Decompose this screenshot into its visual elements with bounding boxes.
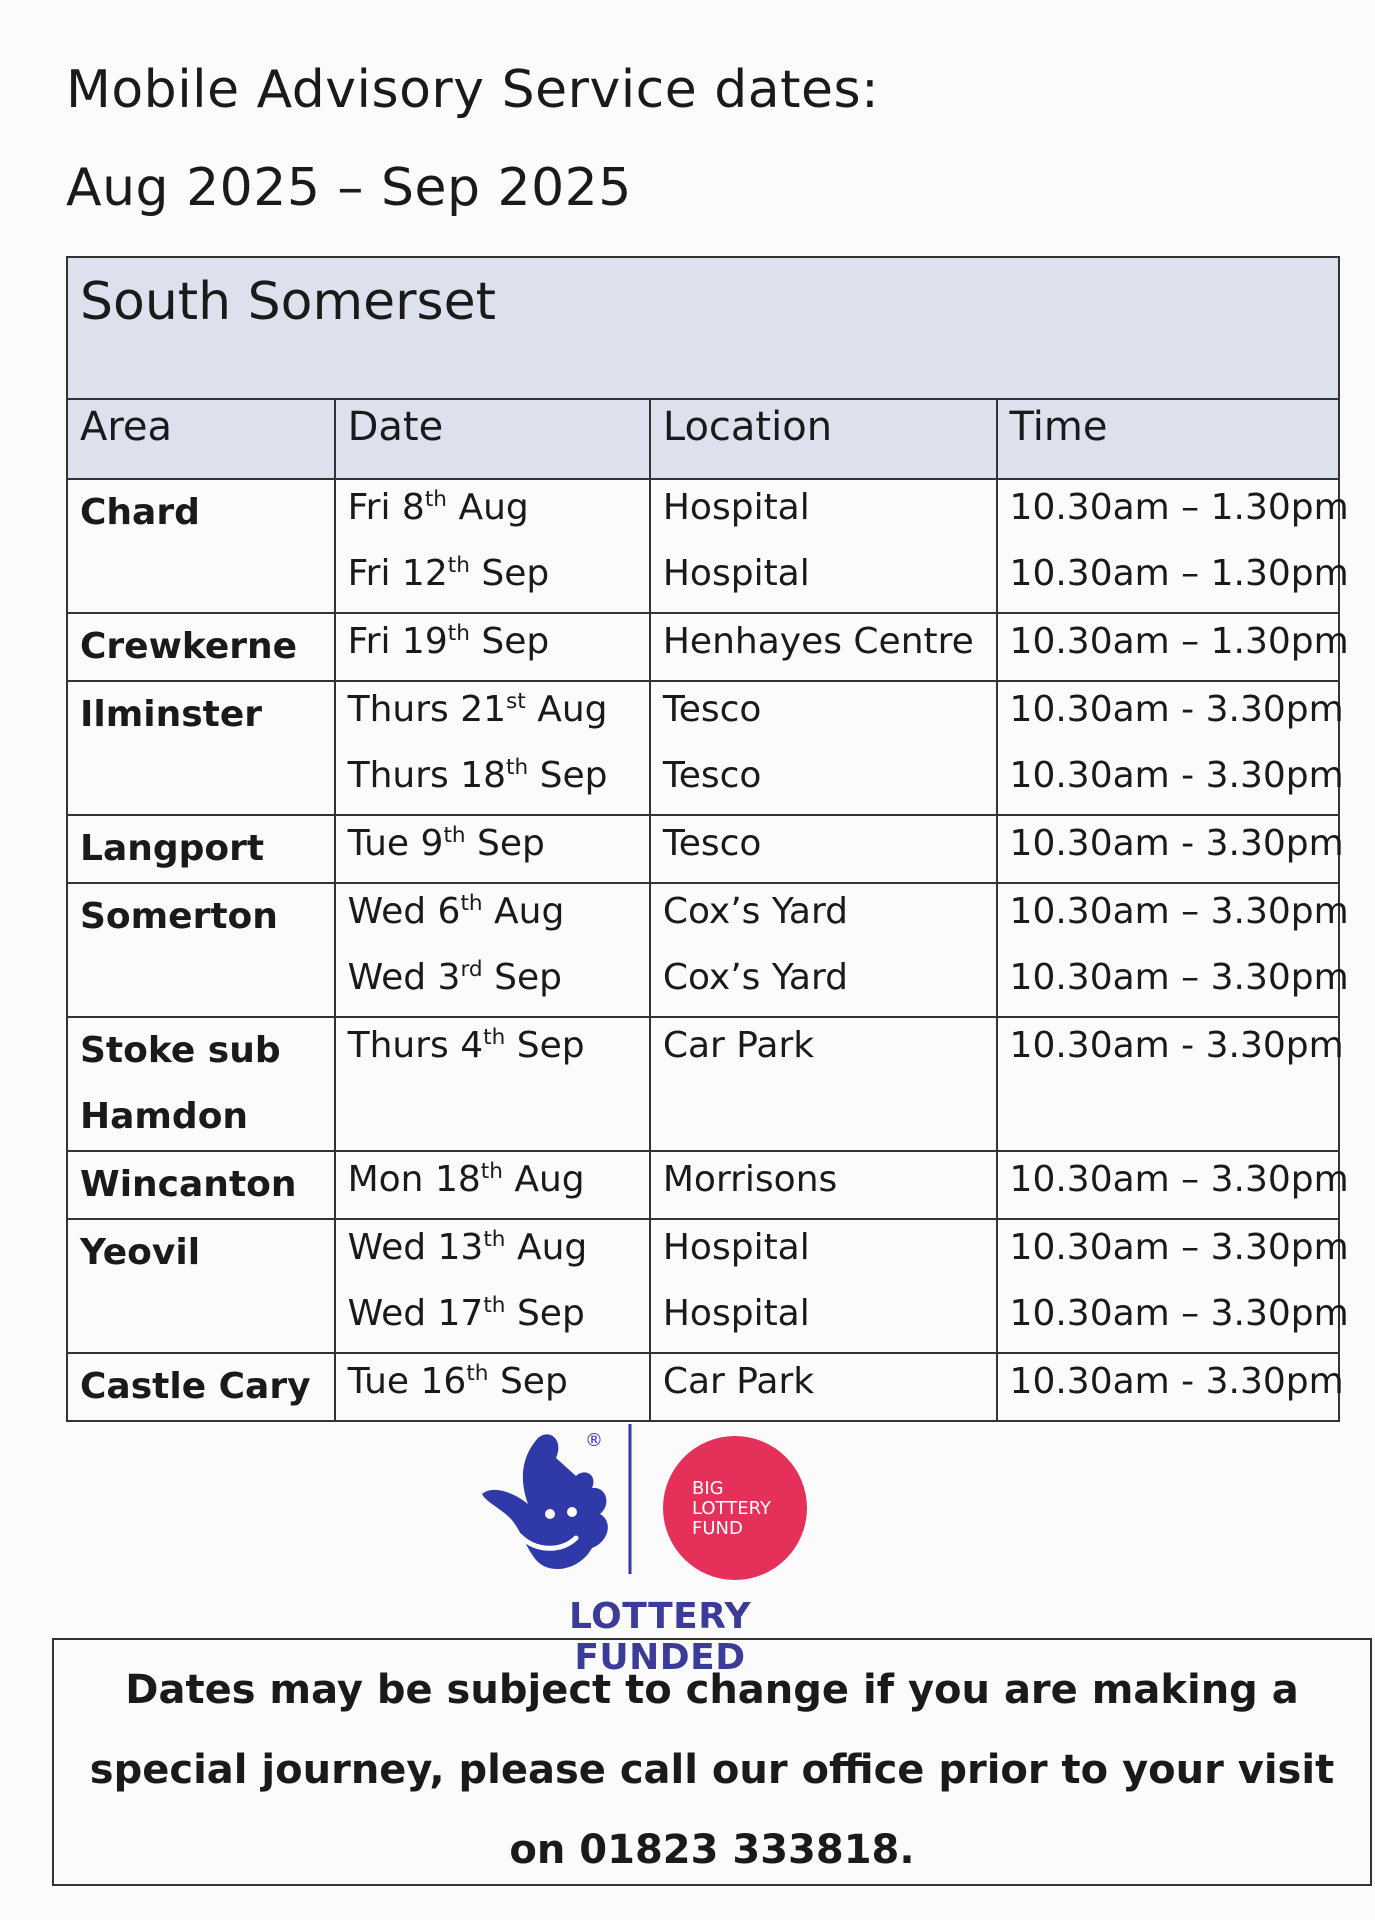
location-value: Morrisons [662,1159,838,1200]
schedule-body [67,479,1349,1421]
date-month: Sep [481,553,550,594]
time-cell [997,613,1349,681]
area-name: Stoke sub [80,1030,281,1071]
registered-mark: ® [585,1430,603,1451]
table-row [67,1353,1339,1421]
area-cell [67,1219,335,1353]
notice-line: Dates may be subject to change if you are making a [125,1667,1299,1713]
location-value: Car Park [662,1025,815,1066]
time-value: 10.30am – 3.30pm [1009,1159,1349,1200]
date-day: Thurs 21 [347,689,507,730]
date-month: Sep [499,1361,568,1402]
date-ordinal: st [506,689,526,714]
area-cell [67,815,335,883]
area-cell [67,681,335,815]
table-row [67,1017,1339,1151]
area-name: Chard [80,492,200,533]
location-cell [650,479,997,613]
area-name: Langport [80,828,265,869]
column-header-time: Time [997,399,1339,479]
location-cell [650,883,997,1017]
date-value [348,682,637,748]
location-cell [650,1219,997,1353]
time-value: 10.30am - 3.30pm [1009,1025,1344,1066]
region-title: South Somerset [67,257,1339,399]
location-value: Hospital [662,1227,810,1268]
area-cell [67,1017,335,1151]
date-day: Tue 16 [347,1361,467,1402]
column-header-location: Location [650,399,997,479]
date-day: Fri 8 [347,487,425,528]
area-cell [67,883,335,1017]
big-lottery-text-3: FUND [692,1518,743,1539]
area-name: Wincanton [80,1164,297,1205]
date-ordinal: th [447,553,470,578]
time-cell [997,815,1344,883]
area-name: Castle Cary [80,1366,311,1407]
time-value: 10.30am – 3.30pm [1009,1227,1349,1268]
notice-line: special journey, please call our office prior to your visit [89,1747,1335,1793]
area-cell [67,479,335,613]
date-ordinal: th [483,1025,506,1050]
date-month: Aug [537,689,608,730]
big-lottery-text-1: BIG [692,1478,724,1499]
time-value: 10.30am – 1.30pm [1009,553,1349,594]
area-name: Yeovil [80,1232,201,1273]
date-ordinal: rd [460,957,483,982]
schedule-table [66,256,1349,1422]
date-month: Sep [516,1025,585,1066]
lottery-funded-caption: LOTTERY FUNDED [568,1596,752,1678]
date-cell [335,681,650,815]
time-value: 10.30am – 1.30pm [1009,621,1349,662]
area-cell [67,1151,335,1219]
table-row [67,883,1339,1017]
date-day: Tue 9 [347,823,444,864]
time-cell [997,681,1344,815]
date-ordinal: th [460,891,483,916]
date-value [348,950,637,1016]
date-day: Thurs 18 [347,755,507,796]
date-month: Sep [481,621,550,662]
lottery-logo-graphic [480,1418,840,1598]
time-value: 10.30am - 3.30pm [1009,755,1344,796]
area-cell [67,613,335,681]
date-value [348,884,637,950]
date-value [348,1018,637,1084]
location-value: Tesco [662,823,762,864]
location-value: Hospital [662,553,810,594]
date-month: Aug [458,487,529,528]
location-value: Hospital [662,487,810,528]
date-value [348,1152,637,1218]
time-value: 10.30am – 3.30pm [1009,957,1349,998]
location-value: Cox’s Yard [662,891,848,932]
location-value: Tesco [662,755,762,796]
time-cell [997,1219,1349,1353]
time-cell [997,1353,1344,1421]
time-cell [997,1017,1344,1151]
notice-line: on 01823 333818. [509,1827,915,1873]
location-value: Hospital [662,1293,810,1334]
date-cell [335,613,650,681]
date-cell [335,1353,650,1421]
table-row [67,815,1339,883]
location-cell [650,613,997,681]
date-value [348,1286,637,1352]
date-month: Aug [516,1227,588,1268]
location-cell [650,1017,997,1151]
date-month: Aug [494,891,565,932]
area-cell [67,1353,335,1421]
national-lottery-hand-icon [482,1434,608,1569]
date-day: Wed 13 [347,1227,484,1268]
date-value [348,546,637,612]
date-value [348,748,637,814]
date-value [348,816,637,882]
notice-box [52,1638,1372,1886]
date-cell [335,815,650,883]
date-ordinal: th [466,1361,489,1386]
time-value: 10.30am – 3.30pm [1009,891,1349,932]
lottery-logos [480,1418,840,1678]
location-cell [650,681,997,815]
time-value: 10.30am – 1.30pm [1009,487,1349,528]
date-month: Sep [539,755,608,796]
column-header-row [67,399,1339,479]
area-name: Ilminster [80,694,263,735]
date-value [348,1220,637,1286]
time-cell [997,883,1349,1017]
date-day: Fri 19 [347,621,448,662]
column-header-date: Date [335,399,650,479]
date-day: Thurs 4 [347,1025,484,1066]
date-day: Wed 3 [347,957,461,998]
location-value: Tesco [662,689,762,730]
date-ordinal: th [480,1159,503,1184]
time-value: 10.30am - 3.30pm [1009,1361,1344,1402]
area-name: Hamdon [80,1096,249,1137]
location-cell [650,815,997,883]
location-value: Car Park [662,1361,815,1402]
date-day: Wed 17 [347,1293,484,1334]
date-value [348,614,637,680]
date-cell [335,883,650,1017]
date-cell [335,1219,650,1353]
location-value: Henhayes Centre [662,621,974,662]
location-cell [650,1151,997,1219]
date-value [348,1354,637,1420]
area-name: Somerton [80,896,278,937]
date-month: Sep [516,1293,585,1334]
date-value [348,480,637,546]
date-ordinal: th [483,1293,506,1318]
time-cell [997,1151,1349,1219]
date-cell [335,1017,650,1151]
area-name: Crewkerne [80,626,298,667]
date-cell [335,479,650,613]
date-day: Fri 12 [347,553,448,594]
time-value: 10.30am – 3.30pm [1009,1293,1349,1334]
date-ordinal: th [483,1227,506,1252]
time-value: 10.30am - 3.30pm [1009,689,1344,730]
location-value: Cox’s Yard [662,957,848,998]
table-row [67,1151,1339,1219]
date-cell [335,1151,650,1219]
date-ordinal: th [447,621,470,646]
column-header-area: Area [67,399,335,479]
time-value: 10.30am - 3.30pm [1009,823,1344,864]
date-day: Mon 18 [347,1159,481,1200]
big-lottery-text-2: LOTTERY [692,1498,771,1519]
table-row [67,479,1339,613]
table-row [67,681,1339,815]
date-day: Wed 6 [347,891,461,932]
page-title: Mobile Advisory Service dates: [66,60,880,120]
table-row [67,613,1339,681]
region-header-row [67,257,1339,399]
date-ordinal: th [443,823,466,848]
location-cell [650,1353,997,1421]
time-cell [997,479,1349,613]
date-month: Aug [514,1159,585,1200]
date-month: Sep [477,823,545,864]
date-range-title: Aug 2025 – Sep 2025 [66,158,632,218]
table-row [67,1219,1339,1353]
date-month: Sep [494,957,562,998]
date-ordinal: th [506,755,529,780]
date-ordinal: th [424,487,447,512]
